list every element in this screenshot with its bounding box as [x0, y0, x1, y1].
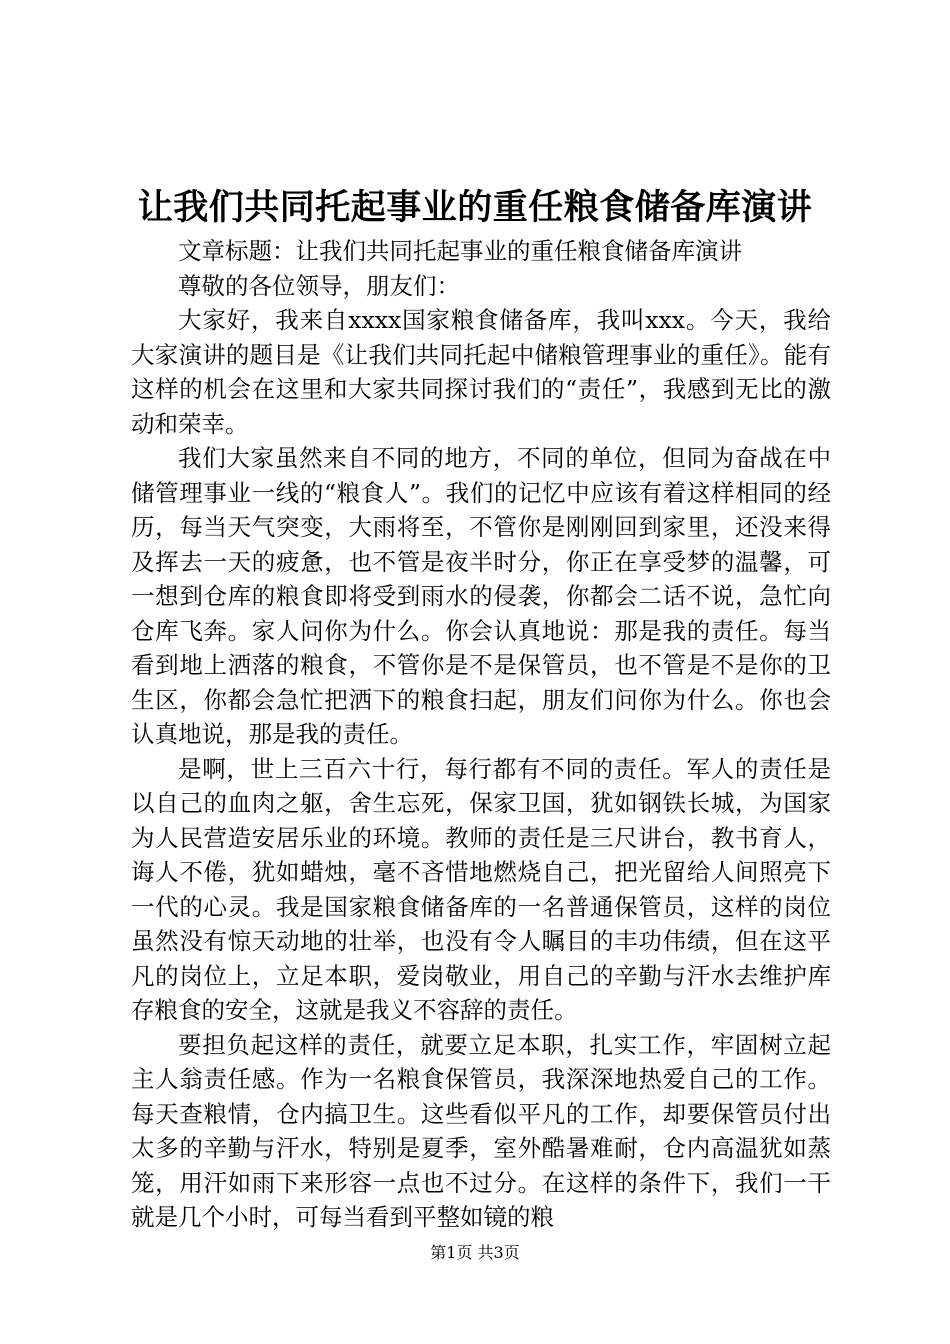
document-body — [131, 234, 831, 1235]
paragraph: 大家好，我来自xxxx国家粮食储备库，我叫xxx。今天，我给大家演讲的题目是《让我们共同托起中储粮管理事业的重任》。能有这样的机会在这里和大家共同探讨我们的“责任”，我感到无比的激动和荣幸。 — [131, 306, 831, 438]
page-number-footer: 第1页 共3页 — [430, 1243, 520, 1262]
paragraph: 我们大家虽然来自不同的地方，不同的单位，但同为奋战在中储管理事业一线的“粮食人”。我们的记忆中应该有着这样相同的经历，每当天气突变，大雨将至，不管你是刚刚回到家里，还没来得及挥去一天的疲惫，也不管是夜半时分，你正在享受梦的温馨，可一想到仓库的粮食即将受到雨水的侵袭，你都会二话不说，急忙向仓库飞奔。家人问你为什么。你会认真地说：那是我的责任。每当看到地上洒落的粮食，不管你是不是保管员，也不管是不是你的卫生区，你都会急忙把洒下的粮食扫起，朋友们问你为什么。你也会认真地说，那是我的责任。 — [131, 444, 831, 748]
article-title-line: 文章标题：让我们共同托起事业的重任粮食储备库演讲 — [178, 237, 742, 265]
paragraph: 是啊，世上三百六十行，每行都有不同的责任。军人的责任是以自己的血肉之躯，舍生忘死，保家卫国，犹如钢铁长城，为国家为人民营造安居乐业的环境。教师的责任是三尺讲台，教书育人，诲人不倦，犹如蜡烛，毫不吝惜地燃烧自己，把光留给人间照亮下一代的心灵。我是国家粮食储备库的一名普通保管员，这样的岗位虽然没有惊天动地的壮举，也没有令人瞩目的丰功伟绩，但在这平凡的岗位上，立足本职，爱岗敬业，用自己的辛勤与汗水去维护库存粮食的安全，这就是我义不容辞的责任。 — [131, 754, 831, 1024]
salutation: 尊敬的各位领导，朋友们： — [178, 271, 460, 300]
document-title: 让我们共同托起事业的重任粮食储备库演讲 — [137, 187, 813, 228]
paragraph: 要担负起这样的责任，就要立足本职，扎实工作，牢固树立起主人翁责任感。作为一名粮食保管员，我深深地热爱自己的工作。每天查粮情，仓内搞卫生。这些看似平凡的工作，却要保管员付出太多的辛勤与汗水，特别是夏季，室外酷暑难耐，仓内高温犹如蒸笼，用汗如雨下来形容一点也不过分。在这样的条件下，我们一干就是几个小时，可每当看到平整如镜的粮 — [131, 1030, 831, 1231]
